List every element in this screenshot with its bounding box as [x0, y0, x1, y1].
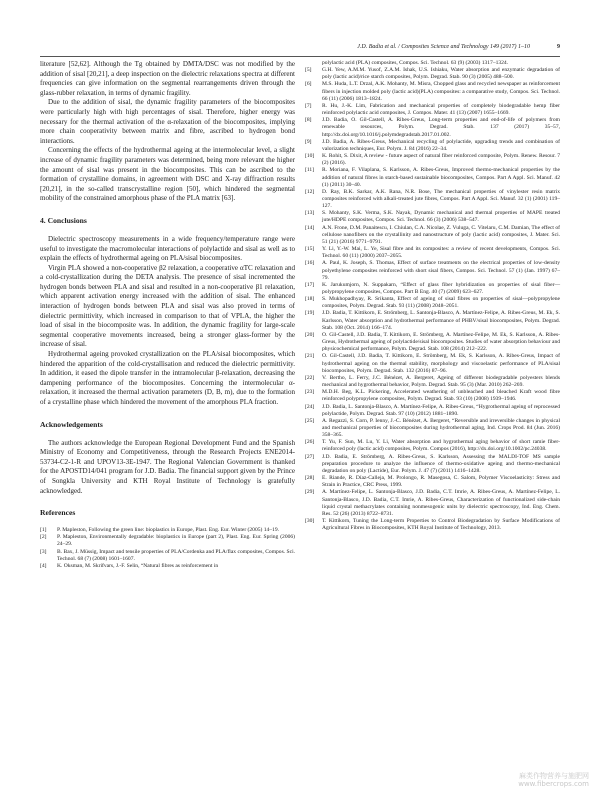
reference-number: [26] [305, 439, 315, 446]
reference-item[interactable] [305, 260, 560, 281]
reference-item[interactable] [305, 375, 560, 389]
reference-item[interactable] [305, 296, 560, 310]
reference-text: A.N. Frone, D.M. Panaitescu, I. Chiulan, C.A. Nicolae, Z. Vuluga, C. Vitelaru, C.M. Damian, The effect of cellulose nanofibers on the crystallinity and nanostructure of poly (lactic acid) composites, J. Mater. Sci. 51 (21) (2016) 9771–9791. [322, 224, 560, 245]
reference-item[interactable] [305, 167, 560, 188]
reference-text: S. Mukhopadhyay, R. Srikanta, Effect of ageing of sisal fibres on properties of sisal—polypropylene composites, Polym. Degrad. Stab. 93 (11) (2008) 2048–2051. [322, 296, 560, 310]
reference-number: [11] [305, 167, 315, 174]
reference-text: G.H. Yew, A.M.M. Yusof, Z.A.M. Ishak, U.S. Ishiaku, Water absorption and enzymatic degradation of poly (lactic acid)/rice starch composites, Polym. Degrad. Stab. 90 (3) (2005) 488–500. [322, 67, 560, 81]
reference-item[interactable] [305, 210, 560, 224]
reference-item[interactable] [305, 454, 560, 475]
reference-text: Y. Li, Y.-W. Mai, L. Ye, Sisal fibre and its composites: a review of recent developments, Compos. Sci. Technol. 60 (11) (2000) 2037–2055. [322, 246, 560, 260]
reference-text: E. Riande, R. Díaz-Calleja, M. Prolongo, R. Masegosa, C. Salom, Polymer Viscoelasticity: Stress and Strain in Practice, CRC Press, 1999. [322, 475, 560, 489]
reference-item[interactable] [305, 246, 560, 260]
reference-text: T. Kittikorn, Tuning the Long-term Properties to Control Biodegradation by Surface Modifications of Agricultural Fibres in Biocomposites, KTH Royal Institute of Technology, 2013. [322, 518, 560, 532]
reference-item[interactable] [305, 332, 560, 353]
reference-number: [10] [305, 153, 315, 160]
header-rule [40, 56, 560, 57]
reference-number: [19] [305, 310, 315, 317]
reference-text: O. Gil-Castell, J.D. Badia, T. Kittikorn, E. Strömberg, A. Martínez-Felipe, M. Ek, S. Karlsson, A. Ribes-Greus, Hydrothermal ageing of polylactide/sisal biocomposites. Studies of water absorption behaviour and physicochemical performance, Polym. Degrad. Stab. 108 (2014) 212–222. [322, 331, 560, 353]
reference-item[interactable] [305, 489, 560, 518]
reference-item[interactable] [305, 81, 560, 102]
paragraph: The authors acknowledge the European Regional Development Fund and the Spanish Ministry of Economy and Competitiveness, through the Research Projects ENE2014-53734-C2-1-R and UPOV13-3E-1947. The Regional Valencian Government is thanked for the APOSTD14/041 program for J.D. Badia. The financial support given by the Prince of Songkla University and KTH Royal Institute of Technology is gratefully acknowledged. [40, 438, 295, 495]
reference-list [40, 527, 295, 570]
reference-text: J.D. Badia, L. Santonja-Blasco, A. Martínez-Felipe, A. Ribes-Greus, “Hygrothermal ageing of reprocessed polylactide, Polym. Degrad. Stab. 97 (10) (2012) 1881–1890. [322, 403, 560, 417]
reference-text: M.S. Huda, L.T. Drzal, A.K. Mohanty, M. Misra, Chopped glass and recycled newspaper as reinforcement fibers in injection molded poly (lactic acid)(PLA) composites: a comparative study, Compos. Sci. Technol. 66 (11) (2006) 1813–1824. [322, 81, 560, 102]
reference-text: J.D. Badia, O. Gil-Castell, A. Ribes-Greus, Long-term properties and end-of-life of polymers from renewable resources, Polym. Degrad. Stab. 137 (2017) 35–57, http://dx.doi.org/10.1016/j.polymdegradstab.2017.01.002. [322, 117, 560, 138]
section-heading-acknowledgements: Acknowledgements [40, 419, 103, 429]
reference-text: S. Mohanty, S.K. Verma, S.K. Nayak, Dynamic mechanical and thermal properties of MAPE treated jute/HDPE composites, Compos. Sci. Technol. 66 (3) (2006) 538–547. [322, 210, 560, 224]
reference-item[interactable]: [3] B. Bax, J. Müssig, Impact and tensile properties of PLA/Cordenka and PLA/flax composites, Compos. Sci. Technol. 68 (7) (2008) 1601–1607. [40, 548, 295, 562]
page-number: 9 [557, 44, 560, 50]
right-column [305, 60, 560, 532]
reference-text: T. Yu, F. Sun, M. Lu, Y. Li, Water absorption and hygrothermal aging behavior of short ramie fiber-reinforced poly (lactic acid) composites, Polym. Compos (2016), http://dx.doi.org/10.1002/pc.24038. [322, 439, 560, 453]
watermark-line: 麻类作物营养与施肥网 [519, 772, 589, 780]
reference-number: [20] [305, 331, 315, 338]
reference-text: R. Moriana, F. Vilaplana, S. Karlsson, A. Ribes-Greus, Improved thermo-mechanical properties by the addition of natural fibres in starch-based sustainable biocomposites, Compos. Part A Appl. Sci. Manuf. 42 (1) (2011) 30–40. [322, 167, 560, 188]
reference-item[interactable] [305, 439, 560, 453]
reference-text: polylactic acid (PLA) composites, Compos. Sci. Technol. 63 (9) (2003) 1317–1324. [322, 60, 509, 66]
left-column [40, 60, 295, 570]
paragraph: Due to the addition of sisal, the dynamic fragility parameters of the biocomposites were particularly high with high percentages of sisal. Therefore, higher energy was necessary for the thermal activation of the α-relaxation of the biocomposites, implying more chain cooperativity between matrix and fibre, ascribed to hydrogen bond interactions. [40, 98, 295, 145]
reference-number: [8] [305, 117, 312, 124]
reference-number: [29] [305, 489, 315, 496]
reference-list [305, 60, 560, 532]
reference-item[interactable] [305, 310, 560, 331]
reference-item[interactable] [305, 139, 560, 153]
reference-text: A. Martínez-Felipe, L. Santonja-Blasco, J.D. Badia, C.T. Imrie, A. Ribes-Greus, A. Martínez-Felipe, L. Santonja-Blasco, J.D. Badia, C.T. Imrie, A. Ribes-Greus, Characterization of functionalized side-chain liquid crystal methacrylates containing nonmesogenic units by dielectric spectroscopy, Ind. Eng. Chem. Res. 52 (26) (2013) 8722–8731. [322, 489, 560, 517]
reference-number: [27] [305, 453, 315, 460]
reference-item[interactable]: [4] K. Oksman, M. Skrifvars, J.-F. Selin, “Natural fibres as reinforcement in [40, 562, 219, 569]
reference-number: [5] [305, 67, 312, 74]
reference-number: [6] [305, 81, 312, 88]
section-heading-conclusions: 4. Conclusions [40, 215, 87, 225]
reference-number: [30] [305, 518, 315, 524]
paragraph: literature [52,62]. Although the Tg obtained by DMTA/DSC was not modified by the addition of sisal [20,21], a deep inspection on the dielectric relaxations spectra at different frequencies can give information on the segmental rearrangements driven through the glass-rubber relaxation, in terms of dynamic fragility. [40, 60, 295, 97]
reference-item[interactable]: [1] P. Mapleston, Following the green line: bioplastics in Europe, Plast. Eng. Eur. Winter (2005) 14–19. [40, 527, 279, 534]
reference-text: M.D.H. Beg, K.L. Pickering, Accelerated weathering of unbleached and bleached Kraft wood fibre reinforced polypropylene composites, Polym. Degrad. Stab. 93 (10) (2008) 1939–1946. [322, 389, 560, 403]
reference-text: J.D. Badia, E. Strömberg, A. Ribes-Greus, S. Karlsson, Assessing the MALDI-TOF MS sample preparation procedure to analyze the influence of thermo-oxidative ageing and thermo-mechanical degradation on poly (Lactide), Eur. Polym. J. 47 (7) (2011) 1416–1428. [322, 453, 560, 474]
running-title: J.D. Badia et al. / Composites Science and Technology 149 (2017) 1–10 [357, 44, 530, 50]
reference-text: J.D. Badia, A. Ribes-Greus, Mechanical recycling of polylactide, upgrading trends and combination of valorization techniques, Eur. Polym. J. 84 (2016) 22–34. [322, 138, 560, 152]
reference-item[interactable] [305, 282, 560, 296]
reference-text: O. Gil-Castell, J.D. Badia, T. Kittikorn, E. Strömberg, M. Ek, S. Karlsson, A. Ribes-Greus, Impact of hydrothermal ageing on the thermal stability, morphology and viscoelastic performance of PLA/sisal biocomposites, Polym. Degrad. Stab. 132 (2016) 87–96. [322, 353, 560, 374]
reference-number: [28] [305, 475, 315, 482]
reference-number: [18] [305, 296, 315, 303]
reference-text: R. Hu, J.-K. Lim, Fabrication and mechanical properties of completely biodegradable hemp fiber reinforced polylactic acid composites, J. Compos. Mater. 41 (13) (2007) 1655–1669. [322, 102, 560, 117]
reference-text: A. Regazzi, S. Corn, P. Ienny, J.-C. Bénézet, A. Bergeret, “Reversible and irreversible changes in physical and mechanical properties of biocomposites during hydrothermal aging, Ind. Crops Prod. 84 (Jun. 2016) 358–365. [322, 417, 560, 439]
reference-number: [24] [305, 403, 315, 410]
reference-number: [9] [305, 138, 312, 145]
section-heading-references: References [40, 508, 76, 518]
paragraph: Dielectric spectroscopy measurements in a wide frequency/temperature range were useful to investigate the macromolecular interactions of polylactide and sisal as well as to explain the effects of hydrothermal ageing on PLA/sisal biocomposites. [40, 234, 295, 263]
watermark [518, 772, 589, 788]
reference-text: K. Rohit, S. Dixit, A review - future aspect of natural fiber reinforced composite, Polym. Renew. Resour. 7 (2) (2016). [322, 153, 560, 167]
paragraph: Concerning the effects of the hydrothermal ageing at the intermolecular level, a slight increase of dynamic fragility parameters was determined, being more relevant the higher the amount of sisal was present in the biocomposites. This can be ascribed to the formation of crystalline domains, in agreement with DSC and X-ray diffraction results [20,21], in the so-called transcrystalline region [50], which hindered the segmental mobility of the constrained amorphous phase of the PLA matrix [63]. [40, 146, 295, 203]
reference-text: J.D. Badia, T. Kittikorn, E. Strömberg, L. Santonja-Blasco, A. Martínez-Felipe, A. Ribes-Greus, M. Ek, S. Karlsson, Water absorption and hydrothermal performance of PHBV/sisal biocomposites, Polym. Degrad. Stab. 108 (Oct. 2014) 166–174. [322, 310, 560, 331]
reference-item[interactable] [305, 418, 560, 439]
reference-number: [25] [305, 417, 315, 424]
reference-number: [16] [305, 260, 315, 267]
reference-number: [7] [305, 102, 312, 109]
reference-item[interactable] [305, 67, 560, 81]
running-header [40, 44, 560, 54]
reference-item[interactable] [305, 153, 560, 167]
watermark-line: www.fibercrops.com [518, 780, 589, 788]
reference-text: K. Jarukumjorn, N. Suppakarn, “Effect of glass fiber hybridization on properties of sisal fiber—polypropylene composites, Compos. Part B Eng. 40 (7) (2009) 623–627. [322, 281, 560, 295]
reference-item[interactable] [305, 404, 560, 418]
reference-number: [13] [305, 210, 315, 217]
reference-number: [12] [305, 188, 315, 195]
paragraph: Hydrothermal ageing provoked crystallization on the PLA/sisal biocomposites, which hindered the apparition of the cold-crystallisation and reduced the dielectric permittivity. In addition, it eased the dipole transfer in the intramolecular β-relaxation, decreasing the dampening performance of the biocomposites. Concerning the intermolecular α-relaxation, it increased the thermal activation parameters (D, B, m), due to the formation of a crystalline phase which hindered the movement of the amorphous PLA fraction. [40, 350, 295, 406]
reference-number: [14] [305, 224, 315, 231]
reference-item[interactable] [305, 103, 560, 117]
reference-text: D. Ray, B.K. Sarkar, A.K. Rana, N.R. Bose, The mechanical properties of vinylester resin matrix composites reinforced with alkali-treated jute fibres, Compos. Part A Appl. Sci. Manuf. 32 (1) (2001) 119–127. [322, 188, 560, 210]
reference-number: [15] [305, 246, 315, 253]
reference-item[interactable] [305, 117, 560, 138]
reference-item[interactable] [305, 475, 560, 489]
reference-number: [17] [305, 281, 315, 288]
reference-item[interactable] [305, 518, 560, 532]
reference-number: [22] [305, 374, 315, 381]
reference-item[interactable] [305, 225, 560, 246]
reference-number: [21] [305, 353, 315, 360]
paragraph: Virgin PLA showed a non-cooperative β2 relaxation, a cooperative αTC relaxation and a cold-crystallization during the DETA analysis. The presence of sisal incremented the hydrogen bonds between PLA and sisal and resulted in a non-cooperative β1 relaxation, which apparent activation energy increased with the addition of sisal. The enhanced interaction of hydrogen bonds between PLA and sisal was also proved in terms of dielectric permittivity, which increased in comparison to that of VPLA, the higher the load of sisal in the biocomposite was. In addition, the dynamic fragility for large-scale segmental cooperative movements increased, being a stronger glass-former by the increase of sisal. [40, 263, 295, 349]
reference-item[interactable]: [2] P. Mapleston, Environmentally degradable: bioplastics in Europe (part 2), Plast. Eng. Eur. Spring (2006) 24–29. [40, 534, 295, 548]
reference-text: V. Bertho, L. Ferry, J.C. Bénézet, A. Bergeret, Ageing of different biodegradable polyesters blends mechanical and hygrothermal behavior, Polym. Degrad. Stab. 95 (3) (Mar. 2010) 262–269. [322, 374, 560, 389]
reference-number: [23] [305, 389, 315, 396]
reference-item[interactable] [305, 389, 560, 403]
reference-text: A. Paul, K. Joseph, S. Thomas, Effect of surface treatments on the electrical properties of low-density polyethylene composites reinforced with short sisal fibers, Compos. Sci. Technol. 57 (1) (Jan. 1997) 67–79. [322, 260, 560, 281]
reference-item[interactable] [305, 189, 560, 210]
reference-item[interactable] [305, 353, 560, 374]
